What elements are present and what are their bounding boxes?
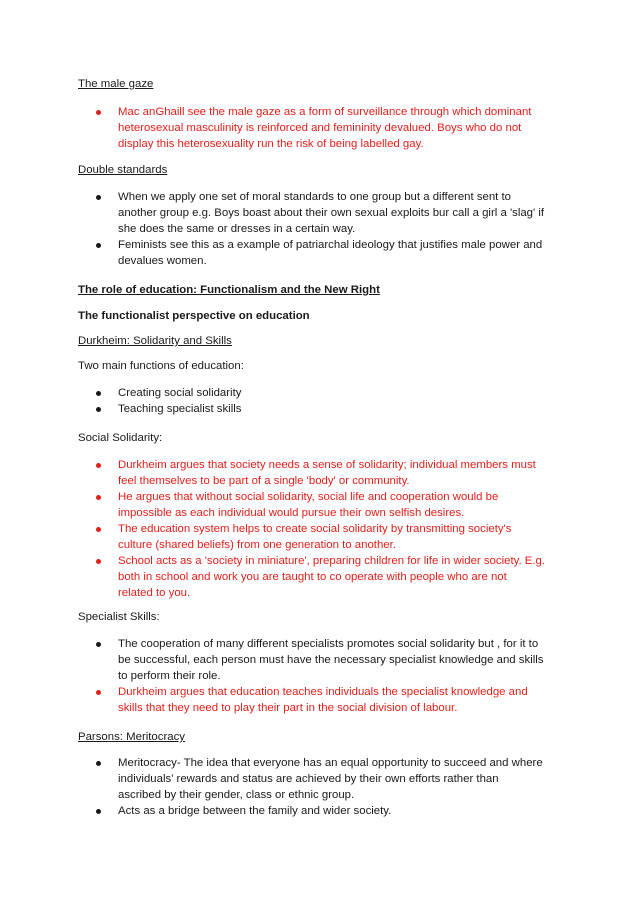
list-item-line: Durkheim argues that society needs a sense of solidarity; individual members must — [118, 459, 536, 471]
list-item-line: Durkheim argues that education teaches individuals the specialist knowledge and — [118, 686, 528, 698]
list-item — [0, 401, 638, 417]
list-item-line: He argues that without social solidarity, social life and cooperation would be — [118, 491, 499, 503]
list-item-line: Teaching specialist skills — [118, 403, 242, 415]
list-item — [0, 237, 638, 269]
list-item — [0, 489, 638, 521]
list-item-line: both in school and work you are taught to co operate with people who are not — [118, 571, 507, 583]
list-parsons — [0, 755, 638, 819]
list-item — [0, 104, 638, 152]
list-double-standards — [0, 189, 638, 269]
bullet-icon — [96, 195, 101, 200]
list-item-line: related to you. — [118, 587, 191, 599]
bullet-icon — [96, 463, 101, 468]
bullet-icon — [96, 690, 101, 695]
bullet-icon — [96, 527, 101, 532]
list-item-line: School acts as a 'society in miniature', preparing children for life in wider society. E.g. — [118, 555, 546, 567]
list-item-line: When we apply one set of moral standards to one group but a different sent to — [118, 191, 512, 203]
heading-durkheim: Durkheim: Solidarity and Skills — [78, 335, 232, 347]
list-item-line: Creating social solidarity — [118, 387, 242, 399]
list-item-line: Acts as a bridge between the family and wider society. — [118, 805, 392, 817]
label-specialist-skills: Specialist Skills: — [78, 611, 160, 623]
list-item-line: culture (shared beliefs) from one generation to another. — [118, 539, 396, 551]
list-item-line: The cooperation of many different specialists promotes social solidarity but , for it to — [118, 638, 539, 650]
list-item — [0, 803, 638, 819]
list-item-line: to perform their role. — [118, 670, 221, 682]
list-item-line: another group e.g. Boys boast about their own sexual exploits bur call a girl a 'slag' if — [118, 207, 545, 219]
list-item-line: ascribed by their gender, class or ethnic group. — [118, 789, 355, 801]
list-item — [0, 385, 638, 401]
list-item — [0, 684, 638, 716]
list-specialist-skills — [0, 636, 638, 716]
bullet-icon — [96, 110, 101, 115]
list-item — [0, 755, 638, 803]
heading-parsons: Parsons: Meritocracy — [78, 731, 185, 743]
list-item-line: feel themselves to be part of a single 'body' or community. — [118, 475, 410, 487]
list-item-line: skills that they need to play their part in the social division of labour. — [118, 702, 458, 714]
bullet-icon — [96, 391, 101, 396]
list-item — [0, 457, 638, 489]
list-item-line: Mac anGhaill see the male gaze as a form of surveillance through which dominant — [118, 106, 532, 118]
list-item-line: display this heterosexuality run the risk of being labelled gay. — [118, 138, 424, 150]
list-item-line: The education system helps to create social solidarity by transmitting society's — [118, 523, 512, 535]
heading-role-of-education: The role of education: Functionalism and the New Right — [78, 284, 380, 296]
bullet-icon — [96, 243, 101, 248]
heading-double-standards: Double standards — [78, 164, 168, 176]
list-item-line: Meritocracy- The idea that everyone has an equal opportunity to succeed and where — [118, 757, 543, 769]
list-male-gaze — [0, 104, 638, 152]
bullet-icon — [96, 407, 101, 412]
heading-functionalist-perspective: The functionalist perspective on education — [78, 310, 310, 322]
list-item-line: heterosexual masculinity is reinforced and femininity devalued. Boys who do not — [118, 122, 522, 134]
list-item — [0, 553, 638, 601]
label-two-main-functions: Two main functions of education: — [78, 360, 244, 372]
label-social-solidarity: Social Solidarity: — [78, 432, 163, 444]
bullet-icon — [96, 809, 101, 814]
list-social-solidarity — [0, 457, 638, 601]
list-item-line: she does the same or dresses in a certain way. — [118, 223, 356, 235]
bullet-icon — [96, 495, 101, 500]
list-item-line: individuals' rewards and status are achieved by their own efforts rather than — [118, 773, 499, 785]
list-item-line: devalues women. — [118, 255, 207, 267]
list-item-line: be successful, each person must have the necessary specialist knowledge and skills — [118, 654, 544, 666]
list-two-main-functions — [0, 385, 638, 417]
list-item — [0, 636, 638, 684]
bullet-icon — [96, 761, 101, 766]
list-item — [0, 189, 638, 237]
list-item-line: impossible as each individual would pursue their own selfish desires. — [118, 507, 465, 519]
heading-male-gaze: The male gaze — [78, 78, 154, 90]
bullet-icon — [96, 642, 101, 647]
list-item-line: Feminists see this as a example of patriarchal ideology that justifies male power and — [118, 239, 543, 251]
list-item — [0, 521, 638, 553]
bullet-icon — [96, 559, 101, 564]
